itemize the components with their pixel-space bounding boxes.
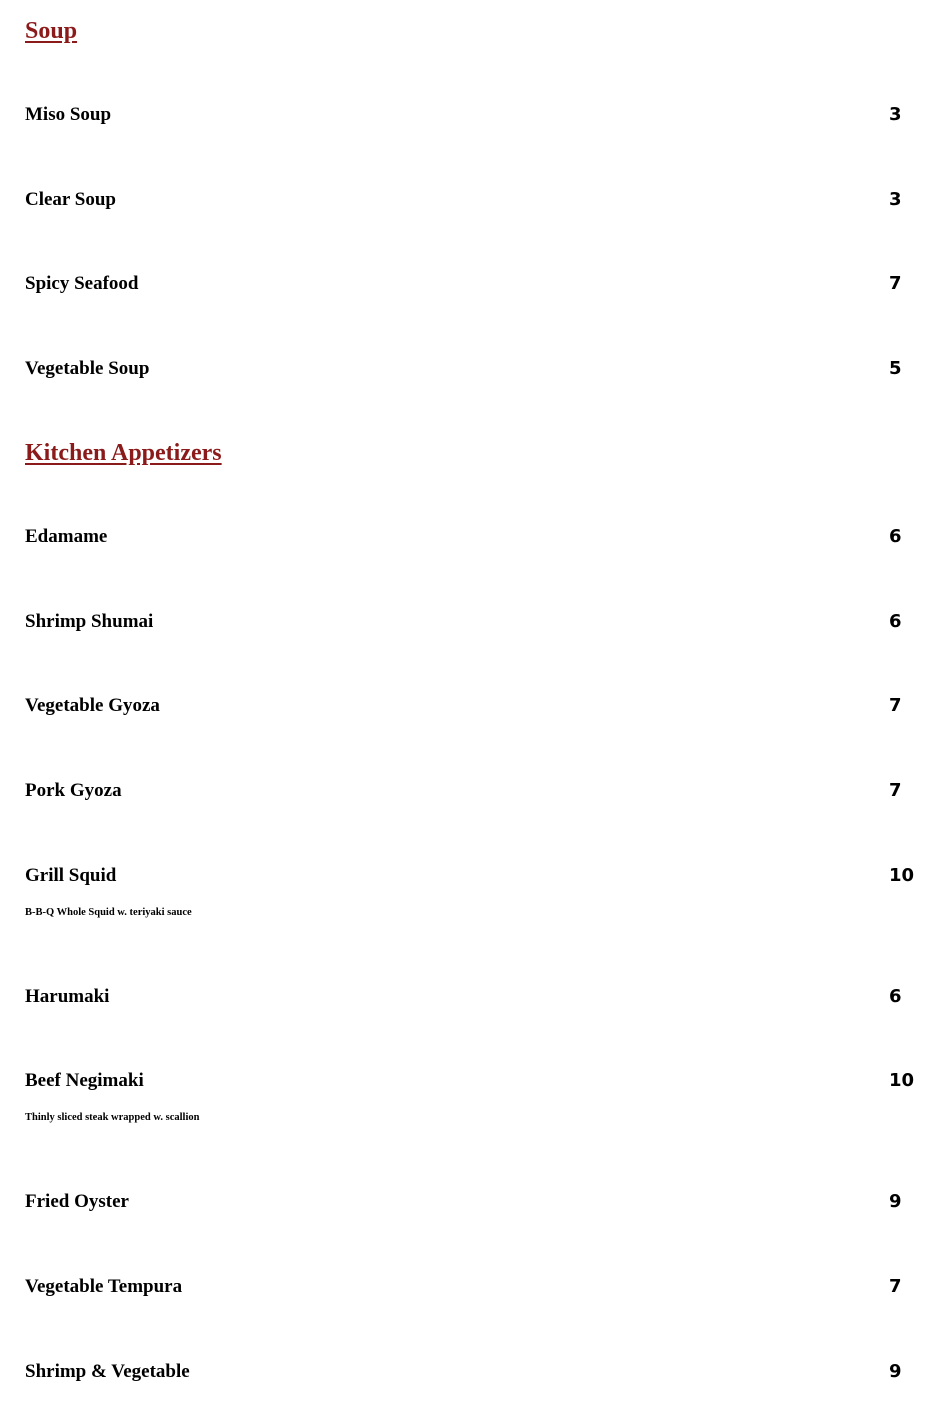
item-name-beef-negimaki: Beef Negimaki [25,1070,144,1091]
item-price-beef-negimaki: 10 [889,1070,915,1091]
item-price-harumaki: 6 [889,986,902,1007]
item-price-vegetable-gyoza: 7 [889,695,902,716]
item-price-spicy-seafood: 7 [889,273,902,294]
item-name-clear-soup: Clear Soup [25,189,116,210]
section-title-soup: Soup [25,18,78,44]
item-description-beef-negimaki: Thinly sliced steak wrapped w. scallion [25,1112,200,1123]
item-price-shrimp-vegetable: 9 [889,1361,902,1382]
item-name-vegetable-soup: Vegetable Soup [25,358,150,379]
item-price-shrimp-shumai: 6 [889,611,902,632]
item-price-grill-squid: 10 [889,865,915,886]
item-price-pork-gyoza: 7 [889,780,902,801]
item-name-edamame: Edamame [25,526,108,547]
item-price-fried-oyster: 9 [889,1191,902,1212]
item-name-grill-squid: Grill Squid [25,865,117,886]
item-description-grill-squid: B-B-Q Whole Squid w. teriyaki sauce [25,907,192,918]
item-price-clear-soup: 3 [889,189,902,210]
item-name-shrimp-shumai: Shrimp Shumai [25,611,154,632]
item-price-vegetable-tempura: 7 [889,1276,902,1297]
item-name-pork-gyoza: Pork Gyoza [25,780,122,801]
section-title-kitchen-appetizers: Kitchen Appetizers [25,440,222,466]
item-price-edamame: 6 [889,526,902,547]
item-name-harumaki: Harumaki [25,986,110,1007]
item-name-vegetable-tempura: Vegetable Tempura [25,1276,183,1297]
item-price-vegetable-soup: 5 [889,358,902,379]
item-name-vegetable-gyoza: Vegetable Gyoza [25,695,160,716]
item-price-miso-soup: 3 [889,104,902,125]
item-name-fried-oyster: Fried Oyster [25,1191,129,1212]
item-name-miso-soup: Miso Soup [25,104,112,125]
item-name-shrimp-vegetable: Shrimp & Vegetable [25,1361,190,1382]
item-name-spicy-seafood: Spicy Seafood [25,273,139,294]
